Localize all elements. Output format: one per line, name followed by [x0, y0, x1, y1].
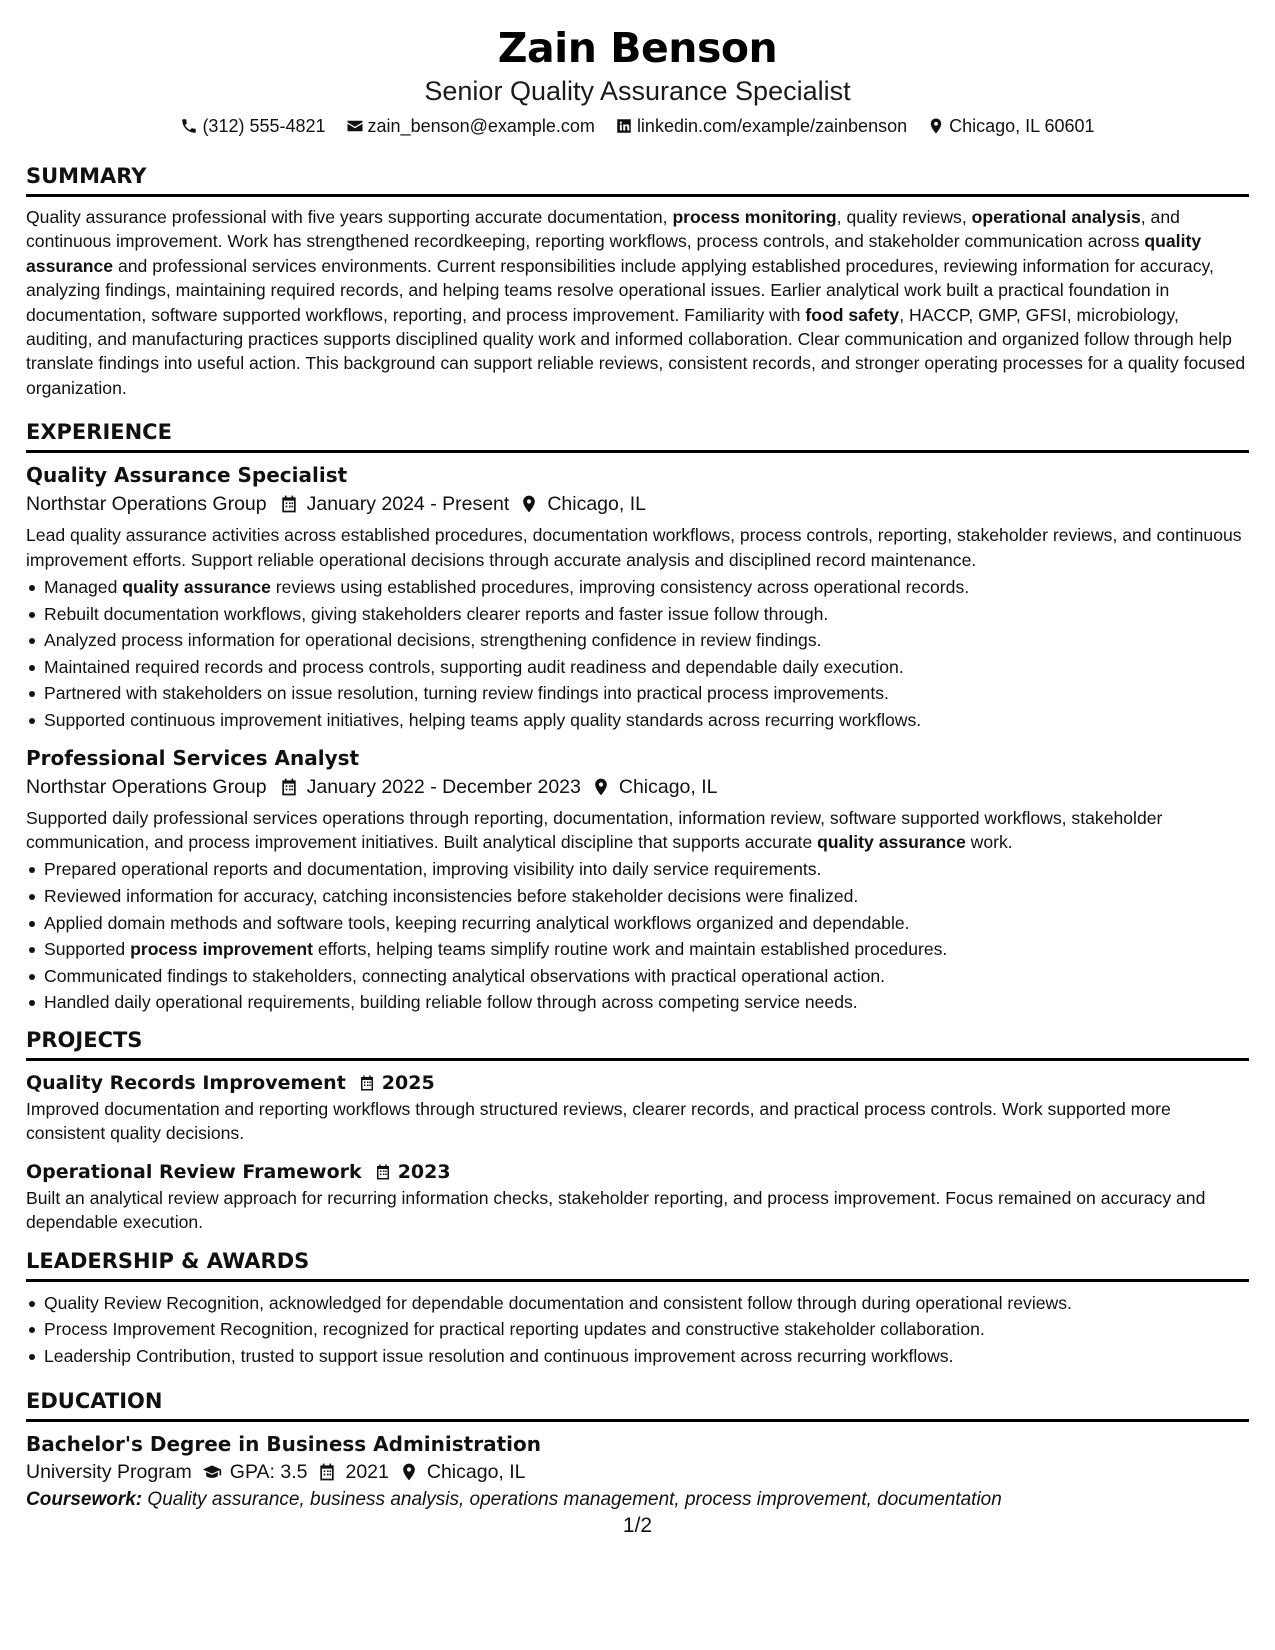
- degree-title: Bachelor's Degree in Business Administration: [26, 1432, 541, 1457]
- projects-section: [26, 1026, 1249, 1235]
- project-title: Operational Review Framework: [26, 1160, 362, 1183]
- bullet-keyword: quality assurance: [122, 577, 271, 598]
- contact-phone: [180, 114, 325, 138]
- job-meta: [26, 772, 1249, 802]
- school-name: University Program: [26, 1461, 192, 1484]
- leadership-list: [26, 1290, 1249, 1370]
- school-location: Chicago, IL: [426, 1461, 526, 1484]
- list-item: [26, 627, 1249, 654]
- list-item: Quality Review Recognition, acknowledged for dependable documentation and consistent follow through during operational reviews.: [26, 1290, 1249, 1317]
- job-description-text: work.: [965, 832, 1013, 853]
- envelope-icon: [346, 117, 364, 135]
- bullet-keyword: process improvement: [130, 939, 313, 960]
- bullet-text: Reviewed information for accuracy, catching inconsistencies before stakeholder decisions were finalized.: [44, 886, 859, 907]
- job-dates: January 2024 - Present: [306, 493, 510, 516]
- bullet-text: Rebuilt documentation workflows, giving stakeholders clearer reports and faster issue follow through.: [44, 603, 829, 624]
- summary-segment: and professional services environments. Current responsibilities include applying established procedures, reviewing information for accuracy, analyzing findings, maintaining required records, and helping teams resolve operational issues. Earlier analytical work built a practical foundation in documentation, software supported workflows, reporting, and process improvement. Familiarity with: [26, 255, 1214, 325]
- project-year: 2025: [381, 1072, 435, 1094]
- list-item: Process Improvement Recognition, recognized for practical reporting updates and constructive stakeholder collaboration.: [26, 1316, 1249, 1343]
- graduation-cap-icon: [202, 1462, 222, 1482]
- summary-segment: , HACCP, GMP, GFSI, microbiology, auditing, and manufacturing practices supports disciplined quality work and informed collaboration. Clear communication and organized follow through help translate findings into useful action. This background can support reliable reviews, consistent records, and stronger operating processes for a quality focused organization.: [26, 304, 1246, 398]
- contact-bar: [26, 114, 1249, 138]
- list-item: Leadership Contribution, trusted to support issue resolution and continuous improvement across recurring workflows.: [26, 1343, 1249, 1370]
- project-header: [26, 1158, 1249, 1186]
- location-pin-icon: [591, 777, 611, 797]
- job-company: Northstar Operations Group: [26, 493, 267, 516]
- resume-header: [26, 22, 1249, 138]
- education-meta: [26, 1458, 1249, 1486]
- job-description: [26, 523, 1249, 572]
- project-year: 2023: [397, 1160, 451, 1183]
- list-item: [26, 910, 1249, 937]
- location-pin-icon: [399, 1462, 419, 1482]
- job-description-text: Supported daily professional services operations through reporting, documentation, information review, software supported workflows, stakeholder communication, and process improvement initiatives. Built analytical discipline that supports accurate: [26, 807, 1163, 853]
- education-section: [26, 1387, 1249, 1514]
- project-description: Built an analytical review approach for recurring information checks, stakeholder reporting, and process improvement. Focus remained on accuracy and dependable execution.: [26, 1187, 1206, 1233]
- job-description: [26, 806, 1249, 855]
- list-item: [26, 654, 1249, 681]
- bullet-text: efforts, helping teams simplify routine work and maintain established procedures.: [312, 939, 948, 960]
- summary-keyword: process monitoring: [672, 207, 837, 227]
- list-item: [26, 989, 1249, 1016]
- list-item: [26, 680, 1249, 707]
- calendar-icon: [358, 1074, 376, 1092]
- job-dates: January 2022 - December 2023: [306, 775, 581, 798]
- project-description: Improved documentation and reporting workflows through structured reviews, clearer records, and practical process controls. Work supported more consistent quality decisions.: [26, 1099, 1171, 1144]
- section-heading: EDUCATION: [26, 1387, 1249, 1422]
- coursework: [26, 1486, 1249, 1514]
- list-item: [26, 707, 1249, 734]
- bullet-text: reviews using established procedures, improving consistency across operational records.: [270, 577, 970, 598]
- job-bullets: [26, 574, 1249, 734]
- contact-email[interactable]: [346, 114, 595, 138]
- calendar-icon: [279, 494, 299, 514]
- job-title: Professional Services Analyst: [26, 745, 360, 770]
- calendar-icon: [374, 1163, 392, 1181]
- coursework-label: Coursework:: [26, 1489, 143, 1511]
- section-heading: EXPERIENCE: [26, 418, 1249, 453]
- project-title: Quality Records Improvement: [26, 1072, 346, 1094]
- summary-section: [26, 162, 1249, 400]
- bullet-text: Maintained required records and process controls, supporting audit readiness and dependable daily execution.: [44, 656, 904, 677]
- candidate-title: Senior Quality Assurance Specialist: [424, 76, 851, 106]
- list-item: [26, 856, 1249, 883]
- experience-section: [26, 418, 1249, 1016]
- summary-keyword: operational analysis: [971, 207, 1141, 227]
- contact-location: [927, 114, 1094, 138]
- bullet-text: Prepared operational reports and documentation, improving visibility into daily service requirements.: [44, 859, 822, 880]
- graduation-year: 2021: [345, 1461, 389, 1484]
- summary-keyword: quality assurance: [26, 231, 1202, 276]
- gpa: GPA: 3.5: [229, 1461, 308, 1484]
- coursework-text: Quality assurance, business analysis, operations management, process improvement, documentation: [142, 1489, 1002, 1511]
- list-item: [26, 574, 1249, 601]
- section-heading: PROJECTS: [26, 1026, 1249, 1061]
- bullet-text: Analyzed process information for operational decisions, strengthening confidence in review findings.: [44, 630, 822, 651]
- bullet-text: Applied domain methods and software tools, keeping recurring analytical workflows organized and dependable.: [44, 912, 910, 933]
- linkedin-icon: [615, 117, 633, 135]
- bullet-text: Managed: [44, 577, 123, 598]
- phone-icon: [180, 117, 198, 135]
- project-header: [26, 1069, 1249, 1097]
- job-entry: [26, 744, 1249, 1016]
- bullet-text: Partnered with stakeholders on issue resolution, turning review findings into practical process improvements.: [44, 683, 889, 704]
- summary-segment: , quality reviews,: [836, 207, 972, 227]
- contact-location-text: Chicago, IL 60601: [949, 116, 1095, 136]
- job-company: Northstar Operations Group: [26, 775, 267, 798]
- job-description-keyword: quality assurance: [817, 832, 966, 853]
- job-title: Quality Assurance Specialist: [26, 463, 348, 488]
- list-item: [26, 883, 1249, 910]
- leadership-section: [26, 1247, 1249, 1370]
- contact-phone-text: (312) 555-4821: [202, 116, 326, 136]
- contact-email-text[interactable]: zain_benson@example.com: [367, 116, 595, 136]
- candidate-name: Zain Benson: [497, 24, 778, 72]
- section-heading: LEADERSHIP & AWARDS: [26, 1247, 1249, 1282]
- summary-segment: , and continuous improvement. Work has strengthened recordkeeping, reporting workflows, process controls, and stakeholder communication across: [26, 207, 1180, 252]
- section-heading: SUMMARY: [26, 162, 1249, 197]
- bullet-text: Supported: [44, 939, 131, 960]
- list-item: [26, 601, 1249, 628]
- page-number: 1/2: [622, 1514, 653, 1537]
- job-meta: [26, 489, 1249, 519]
- location-pin-icon: [927, 117, 945, 135]
- job-description-text: Lead quality assurance activities across established procedures, documentation workflows, process controls, reporting, stakeholder reviews, and continuous improvement efforts. Support reliable operational decisions through accurate analysis and disciplined record maintenance.: [26, 525, 1242, 570]
- job-location: Chicago, IL: [547, 493, 646, 516]
- location-pin-icon: [519, 494, 539, 514]
- list-item: [26, 936, 1249, 963]
- contact-linkedin[interactable]: [615, 114, 907, 138]
- summary-text: [26, 205, 1249, 400]
- summary-segment: Quality assurance professional with five years supporting accurate documentation,: [26, 207, 673, 227]
- summary-keyword: food safety: [805, 304, 900, 325]
- bullet-text: Communicated findings to stakeholders, connecting analytical observations with practical operational action.: [44, 965, 886, 986]
- job-entry: [26, 461, 1249, 733]
- project-entry: [26, 1069, 1249, 1146]
- job-bullets: [26, 856, 1249, 1016]
- contact-linkedin-text[interactable]: linkedin.com/example/zainbenson: [636, 116, 908, 136]
- calendar-icon: [279, 777, 299, 797]
- calendar-icon: [317, 1462, 337, 1482]
- bullet-text: Handled daily operational requirements, building reliable follow through across competing service needs.: [44, 992, 858, 1013]
- job-location: Chicago, IL: [618, 775, 718, 798]
- project-entry: [26, 1158, 1249, 1235]
- bullet-text: Supported continuous improvement initiatives, helping teams apply quality standards across recurring workflows.: [44, 710, 922, 731]
- list-item: [26, 963, 1249, 990]
